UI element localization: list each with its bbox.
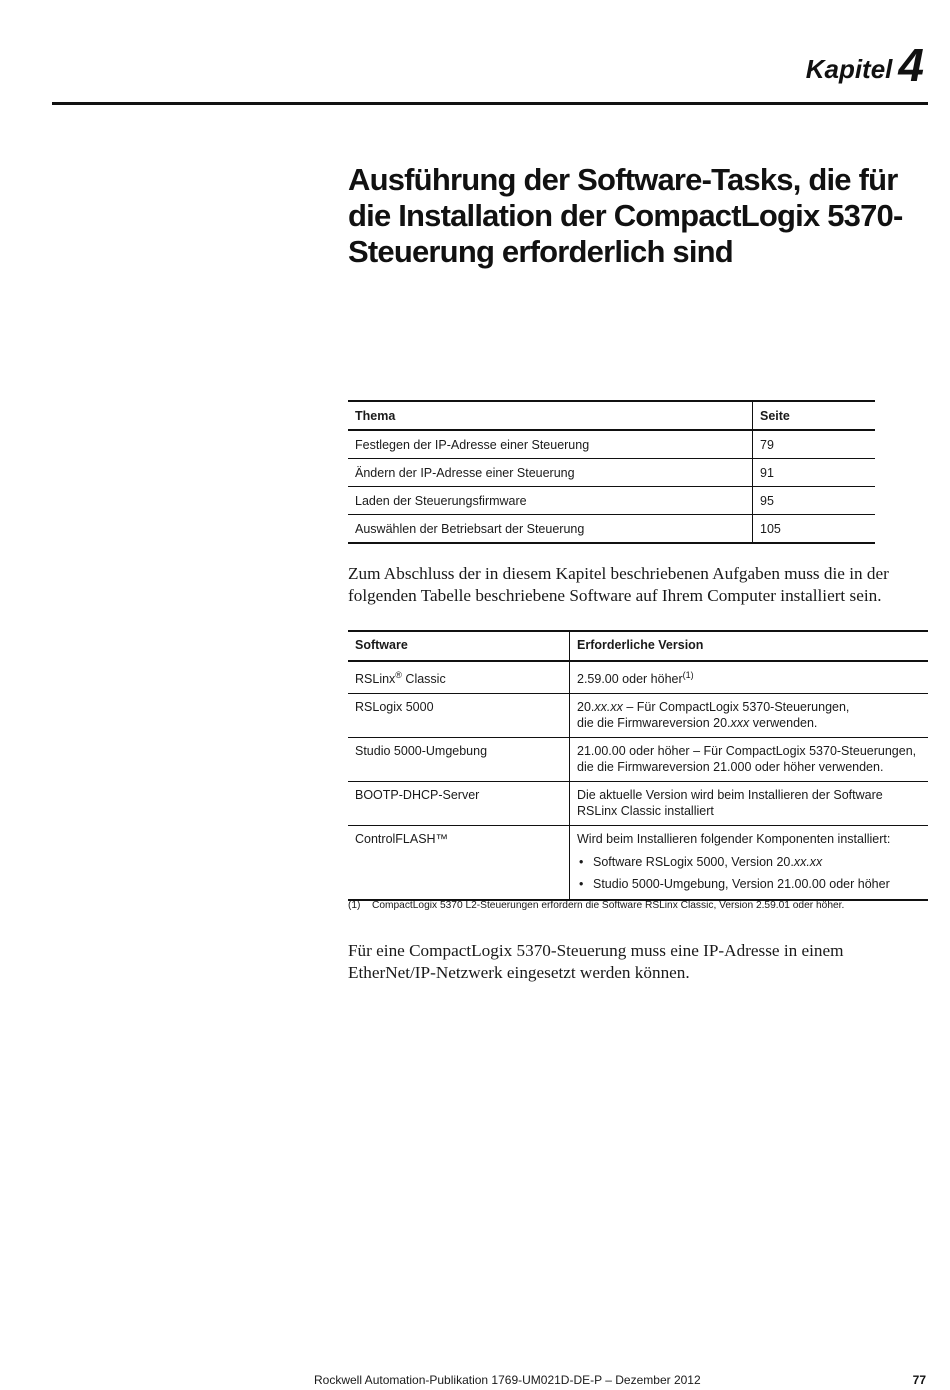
software-name: RSLinx [355, 671, 396, 686]
version-text: 2.59.00 oder höher [577, 671, 683, 686]
version-cell [570, 661, 929, 694]
table-row [348, 487, 875, 515]
version-line: 21.00.00 oder höher – Für CompactLogix 5370-Steuerungen, [577, 744, 917, 759]
version-line: Wird beim Installieren folgender Komponenten installiert: [577, 832, 891, 847]
list-item-text: Software RSLogix 5000, Version 20. [593, 854, 794, 869]
software-cell: BOOTP-DHCP-Server [355, 788, 480, 803]
version-cell [570, 826, 929, 900]
table-footnote [348, 900, 928, 911]
table-row [348, 738, 928, 782]
table-header-row [348, 631, 928, 661]
version-line [577, 716, 921, 732]
software-cell: Studio 5000-Umgebung [355, 744, 488, 759]
chapter-word: Kapitel [805, 54, 893, 84]
version-cell [570, 694, 929, 738]
component-list [577, 855, 921, 893]
version-text: die die Firmwareversion 20. [577, 715, 731, 730]
page-cell: 95 [753, 487, 876, 515]
page-cell: 91 [753, 459, 876, 487]
chapter-heading [806, 38, 924, 92]
table-row [348, 694, 928, 738]
footnote-mark: (1) [348, 900, 361, 911]
chapter-number: 4 [898, 39, 924, 91]
topic-cell: Ändern der IP-Adresse einer Steuerung [355, 465, 575, 480]
version-placeholder: xx.xx [594, 700, 623, 715]
header-rule [52, 102, 928, 105]
publication-footer: Rockwell Automation-Publikation 1769-UM021D-DE-P – Dezember 2012 [314, 1373, 701, 1387]
table-row [348, 782, 928, 826]
footnote-text: CompactLogix 5370 L2-Steuerungen erfordern die Software RSLinx Classic, Version 2.59.01 oder höher. [372, 900, 845, 911]
version-placeholder: xx.xx [793, 854, 823, 869]
topic-cell: Festlegen der IP-Adresse einer Steuerung [355, 437, 590, 452]
page-number: 77 [912, 1373, 926, 1387]
table-header-row [348, 401, 875, 430]
table-row [348, 430, 875, 459]
table-row [348, 826, 928, 900]
table-row [348, 515, 875, 544]
page-cell: 79 [753, 430, 876, 459]
table-row [348, 459, 875, 487]
column-header-topic: Thema [355, 408, 396, 423]
closing-paragraph: Für eine CompactLogix 5370-Steuerung muss eine IP-Adresse in einem EtherNet/IP-Netzwerk eingesetzt werden können. [348, 941, 844, 982]
version-cell: Die aktuelle Version wird beim Installieren der Software RSLinx Classic installiert [570, 782, 929, 826]
page-title: Ausführung der Software-Tasks, die für die Installation der CompactLogix 5370-Steuerung erforderlich sind [348, 162, 903, 269]
version-line [577, 700, 921, 716]
version-text: 20. [577, 700, 595, 715]
software-cell: ControlFLASH™ [355, 832, 449, 847]
version-line: die die Firmwareversion 21.000 oder höher verwenden. [577, 759, 884, 774]
version-cell [570, 738, 929, 782]
intro-paragraph: Zum Abschluss der in diesem Kapitel beschriebenen Aufgaben muss die in der folgenden Tabelle beschriebene Software auf Ihrem Computer installiert sein. [348, 564, 889, 605]
page-cell: 105 [753, 515, 876, 544]
topics-table [348, 400, 875, 544]
version-placeholder: xxx [730, 715, 750, 730]
topic-cell: Auswählen der Betriebsart der Steuerung [355, 521, 585, 536]
column-header-software: Software [355, 638, 408, 652]
software-table [348, 630, 928, 901]
list-item [577, 855, 921, 871]
software-cell [348, 661, 570, 694]
column-header-version: Erforderliche Version [570, 631, 929, 661]
registered-mark: ® [395, 669, 402, 680]
footnote-reference: (1) [682, 669, 694, 680]
list-item: • Studio 5000-Umgebung, Version 21.00.00 oder höher [577, 877, 921, 893]
table-row [348, 661, 928, 694]
software-cell: RSLogix 5000 [355, 700, 434, 715]
software-name-suffix: Classic [405, 671, 446, 686]
topic-cell: Laden der Steuerungsfirmware [355, 493, 527, 508]
version-text: verwenden. [749, 715, 818, 730]
version-text: – Für CompactLogix 5370-Steuerungen, [622, 700, 850, 715]
column-header-page: Seite [753, 401, 876, 430]
